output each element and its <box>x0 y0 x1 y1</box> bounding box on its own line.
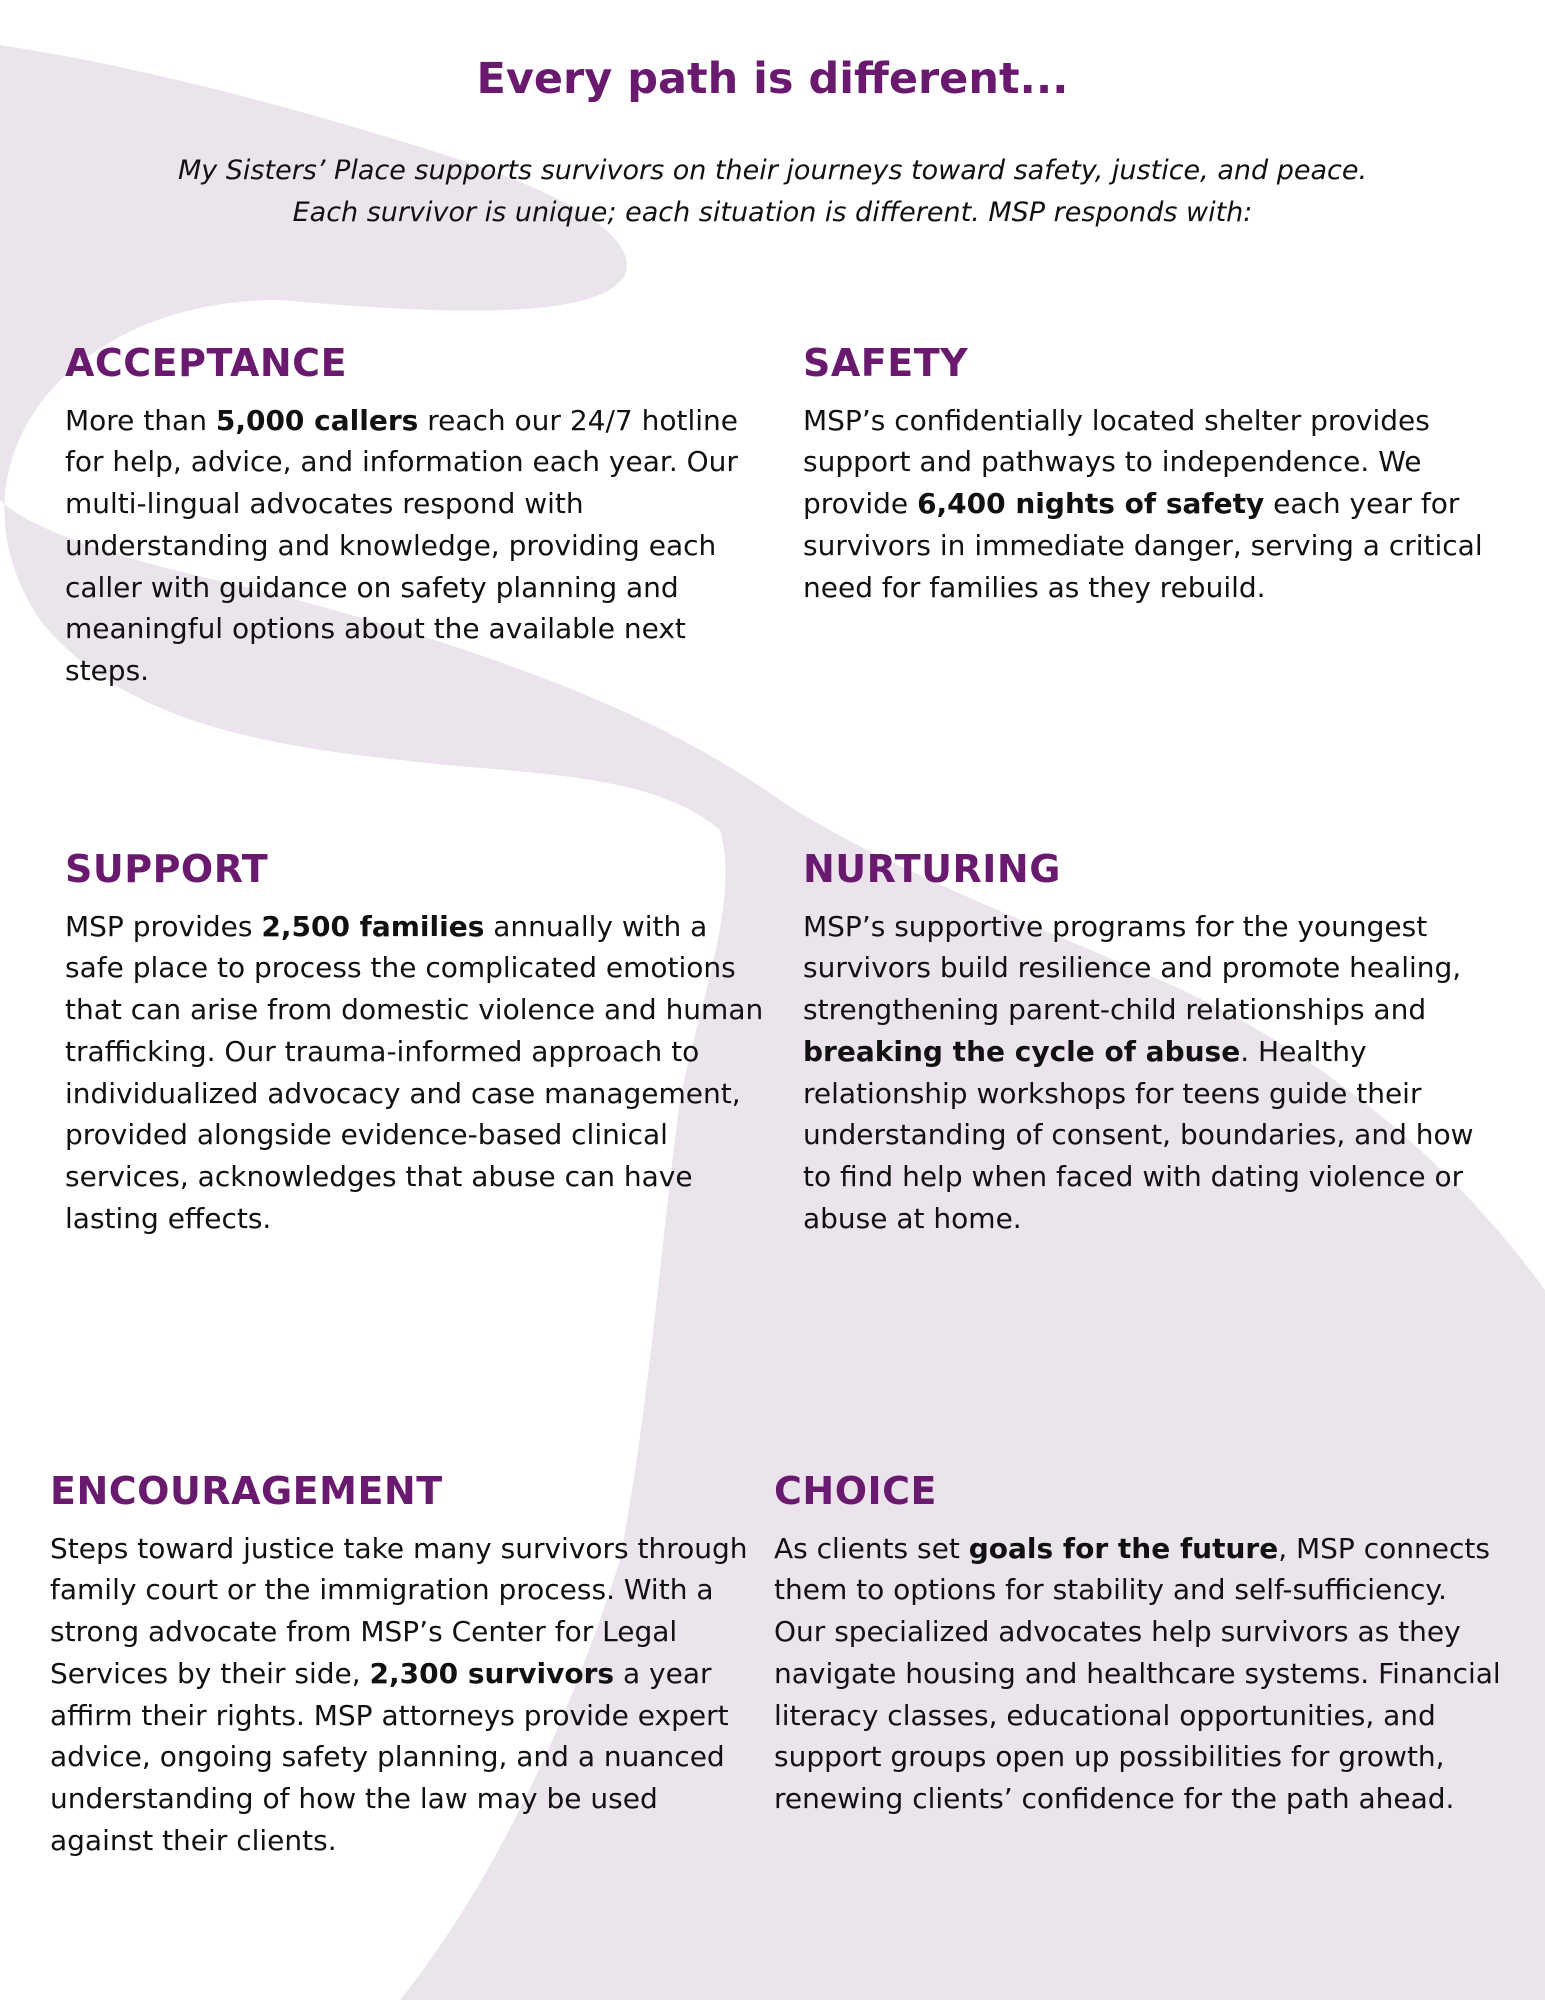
body-text: MSP’s supportive programs for the youngest survivors build resilience and promote healing, strengthening parent-child relationships and <box>803 909 1462 1027</box>
body-text: , MSP connects them to options for stability and self-sufficiency. Our specialized advocates help survivors as they navigate housing and healthcare systems. Financial literacy classes, educational opportunities, and support groups open up possibilities for growth, renewing clients’ confidence for the path ahead. <box>774 1531 1501 1815</box>
body-text: MSP’s confidentially located shelter provides support and pathways to independence. We provide <box>803 403 1430 521</box>
section-encouragement <box>50 1470 750 1861</box>
section-body <box>803 400 1503 609</box>
body-text: Steps toward justice take many survivors through family court or the immigration process. With a strong advocate from MSP’s Center for Legal Services by their side, <box>50 1531 748 1690</box>
highlight-stat: breaking the cycle of abuse <box>803 1034 1241 1068</box>
highlight-stat: goals for the future <box>968 1531 1279 1565</box>
section-heading: ENCOURAGEMENT <box>50 1469 443 1513</box>
section-nurturing <box>803 848 1503 1239</box>
section-acceptance <box>65 342 765 692</box>
section-heading: ACCEPTANCE <box>65 341 348 385</box>
section-body <box>50 1528 750 1862</box>
body-text: each year for survivors in immediate danger, serving a critical need for families as they rebuild. <box>803 487 1483 604</box>
section-safety <box>803 342 1503 608</box>
section-body <box>774 1528 1504 1820</box>
highlight-stat: 5,000 callers <box>215 403 419 437</box>
intro-line-1: My Sisters’ Place supports survivors on their journeys toward safety, justice, and peace. <box>177 155 1368 186</box>
section-heading: SAFETY <box>803 341 969 385</box>
body-text: . Healthy relationship workshops for teens guide their understanding of consent, boundaries, and how to find help when faced with dating violence or abuse at home. <box>803 1034 1474 1235</box>
body-text: MSP provides <box>65 909 262 943</box>
section-body <box>803 906 1503 1240</box>
page-title: Every path is different... <box>476 54 1069 104</box>
body-text: annually with a safe place to process the complicated emotions that can arise from domestic violence and human trafficking. Our trauma-informed approach to individualized advocacy and case management, provided alongside evidence-based clinical services, acknowledges that abuse can have lasting effects. <box>65 909 764 1235</box>
section-support <box>65 848 765 1239</box>
body-text: As clients set <box>774 1531 969 1565</box>
body-text: reach our 24/7 hotline for help, advice, and information each year. Our multi-lingual advocates respond with understanding and knowledge, providing each caller with guidance on safety planning and meaningful options about the available next steps. <box>65 403 738 687</box>
intro-line-2: Each survivor is unique; each situation is different. MSP responds with: <box>292 197 1253 228</box>
section-body <box>65 400 765 692</box>
highlight-stat: 2,500 families <box>261 909 485 943</box>
highlight-stat: 2,300 survivors <box>369 1656 615 1690</box>
intro-paragraph <box>0 150 1545 234</box>
highlight-stat: 6,400 nights of safety <box>917 487 1265 521</box>
section-heading: CHOICE <box>774 1469 937 1513</box>
body-text: More than <box>65 403 216 437</box>
section-body <box>65 906 765 1240</box>
section-choice <box>774 1470 1504 1820</box>
section-heading: SUPPORT <box>65 847 269 891</box>
body-text: a year affirm their rights. MSP attorneys provide expert advice, ongoing safety planning, and a nuanced understanding of how the law may be used against their clients. <box>50 1656 729 1857</box>
section-heading: NURTURING <box>803 847 1061 891</box>
